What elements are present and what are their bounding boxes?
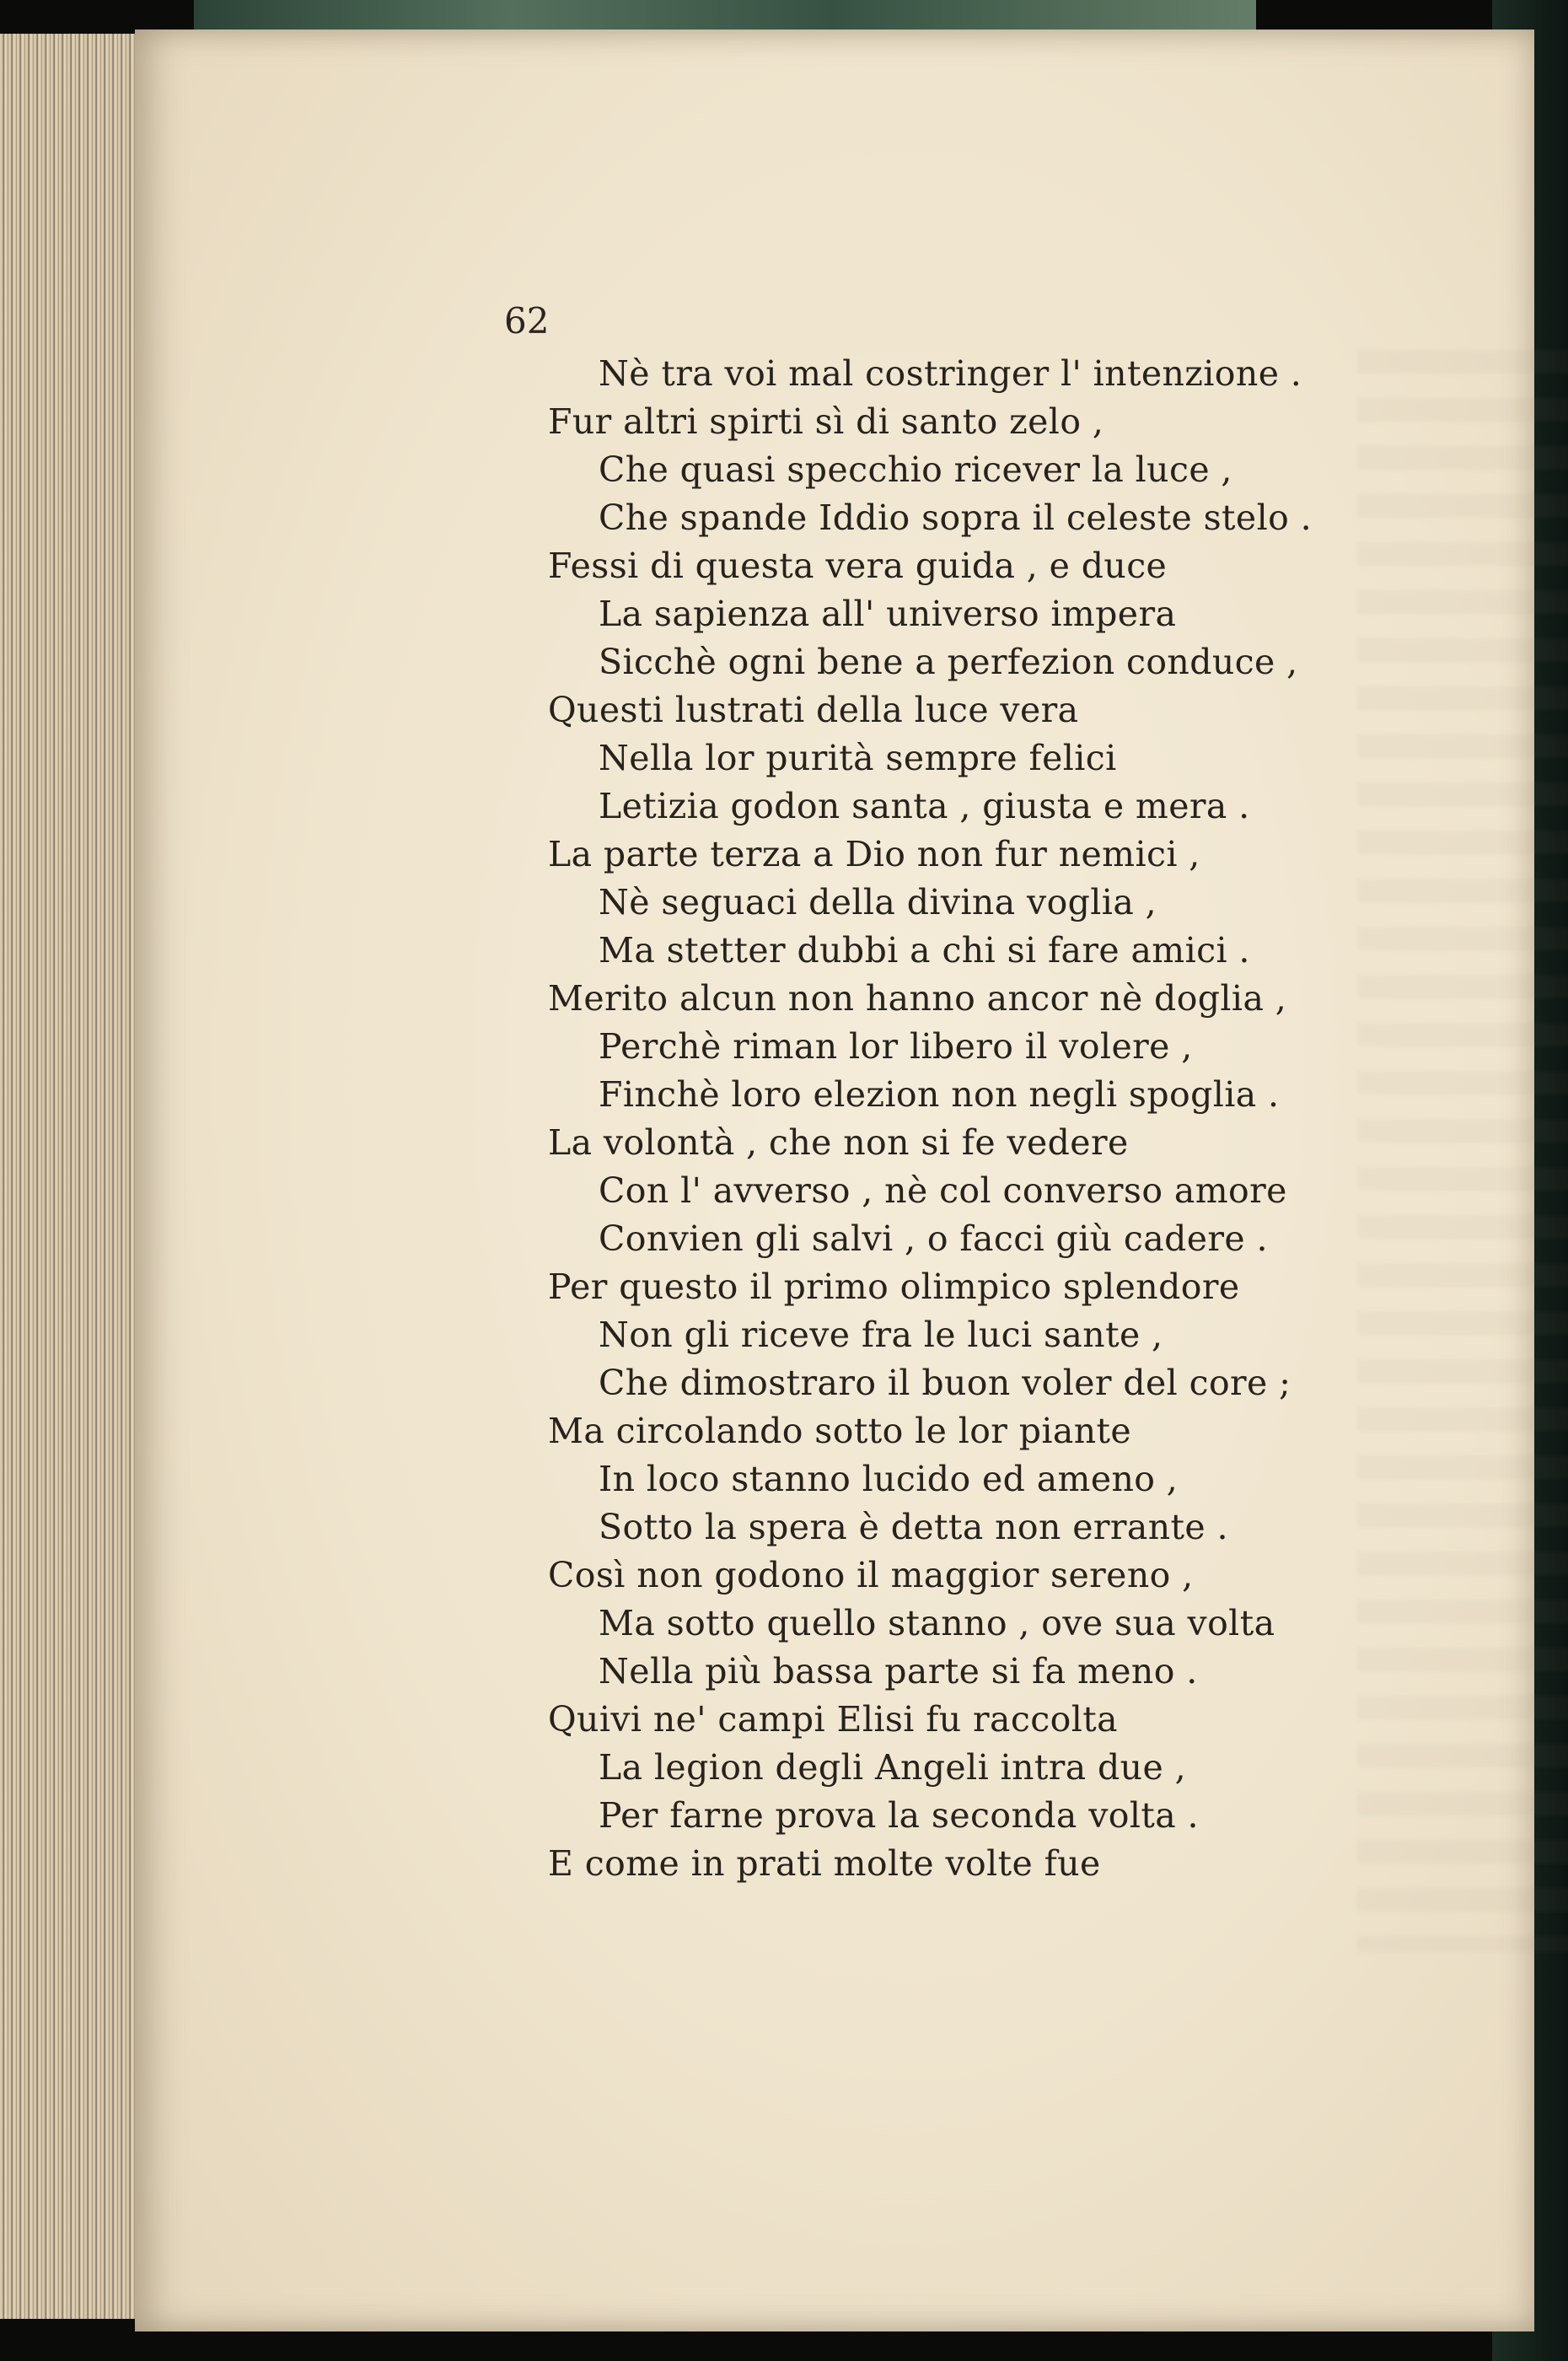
verse-line: Finchè loro elezion non negli spoglia . (599, 1074, 1280, 1115)
verse-line: Nè tra voi mal costringer l' intenzione . (599, 353, 1302, 394)
verse-line: Merito alcun non hanno ancor nè doglia , (548, 978, 1287, 1019)
verse-line: Non gli riceve fra le luci sante , (599, 1315, 1163, 1355)
verse-line: Che spande Iddio sopra il celeste stelo . (599, 497, 1313, 538)
verse-line: Fur altri spirti sì di santo zelo , (548, 401, 1104, 442)
verse-line: Nella lor purità sempre felici (599, 738, 1117, 778)
verse-line: La parte terza a Dio non fur nemici , (548, 834, 1200, 874)
verse-line: Nè seguaci della divina voglia , (599, 882, 1157, 922)
verse-line: E come in prati molte volte fue (548, 1843, 1101, 1884)
verse-line: In loco stanno lucido ed ameno , (599, 1459, 1179, 1499)
verse-line: Ma circolando sotto le lor piante (548, 1411, 1132, 1451)
verse-line: Così non godono il maggior sereno , (548, 1555, 1194, 1595)
verse-line: Perchè riman lor libero il volere , (599, 1026, 1193, 1067)
verse-line: La volontà , che non si fe vedere (548, 1122, 1129, 1163)
page-number: 62 (504, 300, 550, 342)
verse-line: Che quasi specchio ricever la luce , (599, 449, 1232, 490)
verse-line: La legion degli Angeli intra due , (599, 1747, 1187, 1788)
verse-line: Fessi di questa vera guida , e duce (548, 546, 1168, 586)
verse-line: Questi lustrati della luce vera (548, 690, 1079, 730)
verse-line: Nella più bassa parte si fa meno . (599, 1651, 1198, 1691)
verse-line: Letizia godon santa , giusta e mera . (599, 786, 1250, 826)
verse-line: Quivi ne' campi Elisi fu raccolta (548, 1699, 1118, 1740)
verse-line: Sicchè ogni bene a perfezion conduce , (599, 642, 1298, 682)
verse-line: Per questo il primo olimpico splendore (548, 1267, 1240, 1307)
verse-line: Sotto la spera è detta non errante . (599, 1507, 1228, 1547)
poem-text (548, 350, 1312, 1888)
verse-line: Che dimostraro il buon voler del core ; (599, 1363, 1291, 1403)
verse-line: Convien gli salvi , o facci giù cadere . (599, 1218, 1268, 1259)
verse-line: Con l' avverso , nè col converso amore (599, 1170, 1287, 1211)
verse-line: Ma stetter dubbi a chi si fare amici . (599, 930, 1250, 971)
show-through-text (1357, 350, 1568, 1952)
verse-line: Ma sotto quello stanno , ove sua volta (599, 1603, 1275, 1643)
verse-line: Per farne prova la seconda volta . (599, 1795, 1199, 1836)
verse-line: La sapienza all' universo impera (599, 594, 1177, 634)
